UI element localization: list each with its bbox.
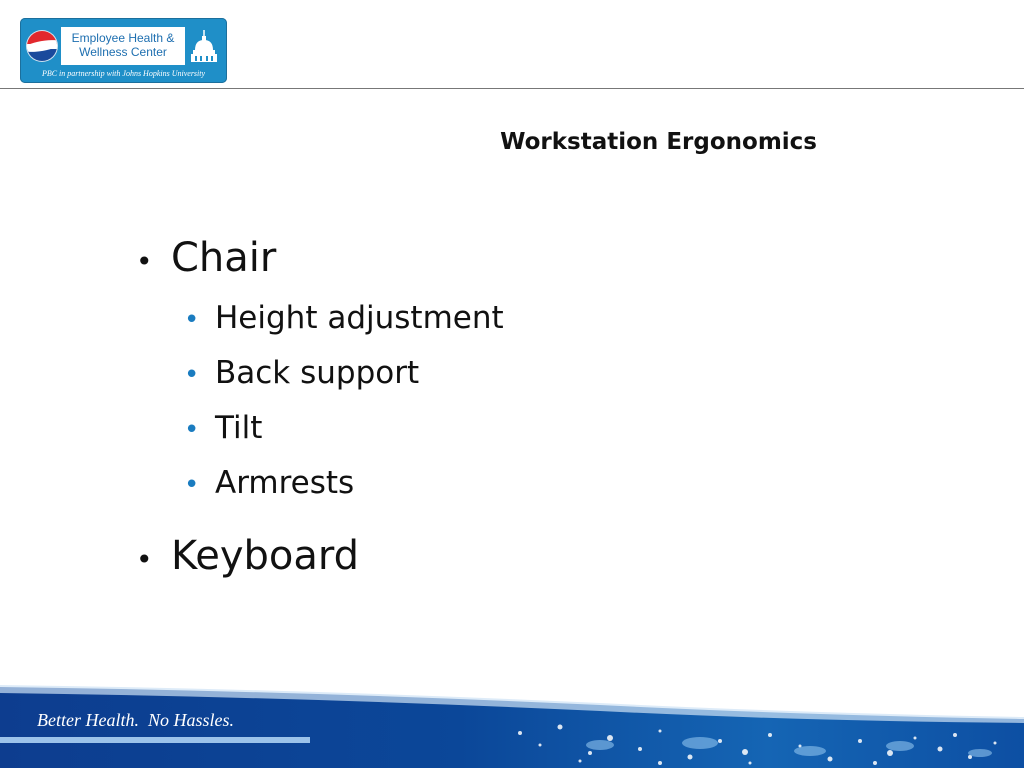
sub-bullet-dot: •: [184, 470, 200, 500]
slide-title: Workstation Ergonomics: [500, 129, 817, 155]
header-divider: [0, 88, 1024, 89]
bullet-text: Chair: [171, 235, 277, 281]
bullet-dot: •: [136, 245, 153, 278]
sub-bullet-dot: •: [184, 415, 200, 445]
footer-tagline: Better Health. No Hassles.: [37, 710, 234, 730]
pepsi-globe-icon: [27, 31, 57, 61]
logo-content: [26, 24, 221, 77]
logo: [20, 18, 227, 83]
dome-icon: [189, 28, 219, 64]
sub-bullet-dot: •: [184, 360, 200, 390]
sub-bullet-text: Tilt: [215, 410, 263, 446]
logo-title-line2: Wellness Center: [79, 45, 167, 59]
sub-bullet-dot: •: [184, 305, 200, 335]
logo-tagline: PBC in partnership with Johns Hopkins University: [41, 69, 206, 78]
logo-title-box: [61, 27, 185, 65]
sub-bullet-text: Back support: [215, 355, 420, 391]
logo-title: [67, 31, 179, 59]
bullet-text: Keyboard: [171, 533, 360, 579]
sub-bullet-text: Height adjustment: [215, 300, 504, 336]
bullet-dot: •: [136, 543, 153, 576]
sub-bullet-text: Armrests: [215, 465, 355, 501]
footer-accent-line: [0, 737, 310, 743]
logo-title-line1: Employee Health &: [71, 31, 175, 45]
